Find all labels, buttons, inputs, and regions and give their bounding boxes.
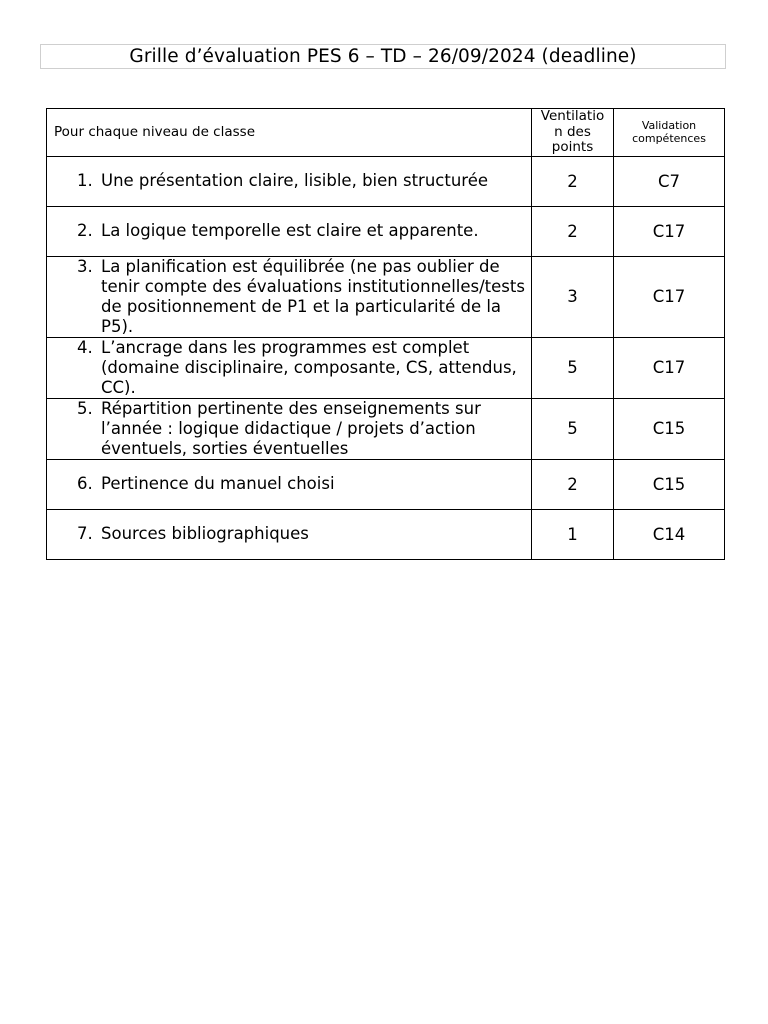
criterion-cell xyxy=(47,156,532,206)
points-cell: 3 xyxy=(532,256,614,337)
table-row xyxy=(47,459,725,509)
header-points-line: n des xyxy=(554,123,591,140)
competence-cell: C17 xyxy=(614,256,725,337)
document-title-text: Grille d’évaluation PES 6 – TD – 26/09/2024 (deadline) xyxy=(129,46,637,67)
table-row xyxy=(47,256,725,337)
header-criteria: Pour chaque niveau de classe xyxy=(47,109,532,157)
header-validation-line: compétences xyxy=(632,132,706,146)
points-cell: 5 xyxy=(532,398,614,459)
document-title xyxy=(40,44,726,69)
criterion-text: La planification est équilibrée (ne pas oublier de tenir compte des évaluations institutionnelles/tests de positionnement de P1 et la particularité de la P5). xyxy=(101,256,525,336)
competence-cell: C17 xyxy=(614,337,725,398)
points-cell: 2 xyxy=(532,459,614,509)
criterion-cell xyxy=(47,509,532,559)
criterion-number: 3. xyxy=(77,256,93,276)
criterion-number: 6. xyxy=(77,474,93,493)
criterion-number: 7. xyxy=(77,524,93,543)
criterion-number: 1. xyxy=(77,171,93,190)
criterion-number: 2. xyxy=(77,221,93,240)
criterion-cell xyxy=(47,459,532,509)
competence-cell: C7 xyxy=(614,156,725,206)
points-cell: 2 xyxy=(532,206,614,256)
table-row xyxy=(47,206,725,256)
competence-cell: C14 xyxy=(614,509,725,559)
criterion-text: La logique temporelle est claire et apparente. xyxy=(101,221,479,240)
competence-cell: C15 xyxy=(614,459,725,509)
competence-cell: C15 xyxy=(614,398,725,459)
points-cell: 1 xyxy=(532,509,614,559)
points-cell: 5 xyxy=(532,337,614,398)
header-points-line: Ventilatio xyxy=(540,108,605,124)
criterion-cell xyxy=(47,337,532,398)
table-header-row xyxy=(47,109,725,157)
criterion-text: Pertinence du manuel choisi xyxy=(101,474,335,493)
table-row xyxy=(47,509,725,559)
criterion-cell xyxy=(47,256,532,337)
table-row xyxy=(47,398,725,459)
criterion-text: L’ancrage dans les programmes est complet (domaine disciplinaire, composante, CS, attendus, CC). xyxy=(101,337,517,397)
criterion-text: Une présentation claire, lisible, bien structurée xyxy=(101,171,489,190)
header-validation-line: Validation xyxy=(641,119,697,133)
criterion-number: 5. xyxy=(77,398,93,418)
criterion-text: Sources bibliographiques xyxy=(101,524,309,543)
header-validation xyxy=(614,109,725,157)
competence-cell: C17 xyxy=(614,206,725,256)
criterion-cell xyxy=(47,206,532,256)
header-points-line: points xyxy=(551,139,594,155)
table-row xyxy=(47,337,725,398)
criterion-number: 4. xyxy=(77,337,93,357)
table-row xyxy=(47,156,725,206)
points-cell: 2 xyxy=(532,156,614,206)
criterion-cell xyxy=(47,398,532,459)
header-points xyxy=(532,109,614,157)
criterion-text: Répartition pertinente des enseignements sur l’année : logique didactique / projets d’action éventuels, sorties éventuelles xyxy=(101,398,481,458)
evaluation-grid-table xyxy=(46,108,725,560)
